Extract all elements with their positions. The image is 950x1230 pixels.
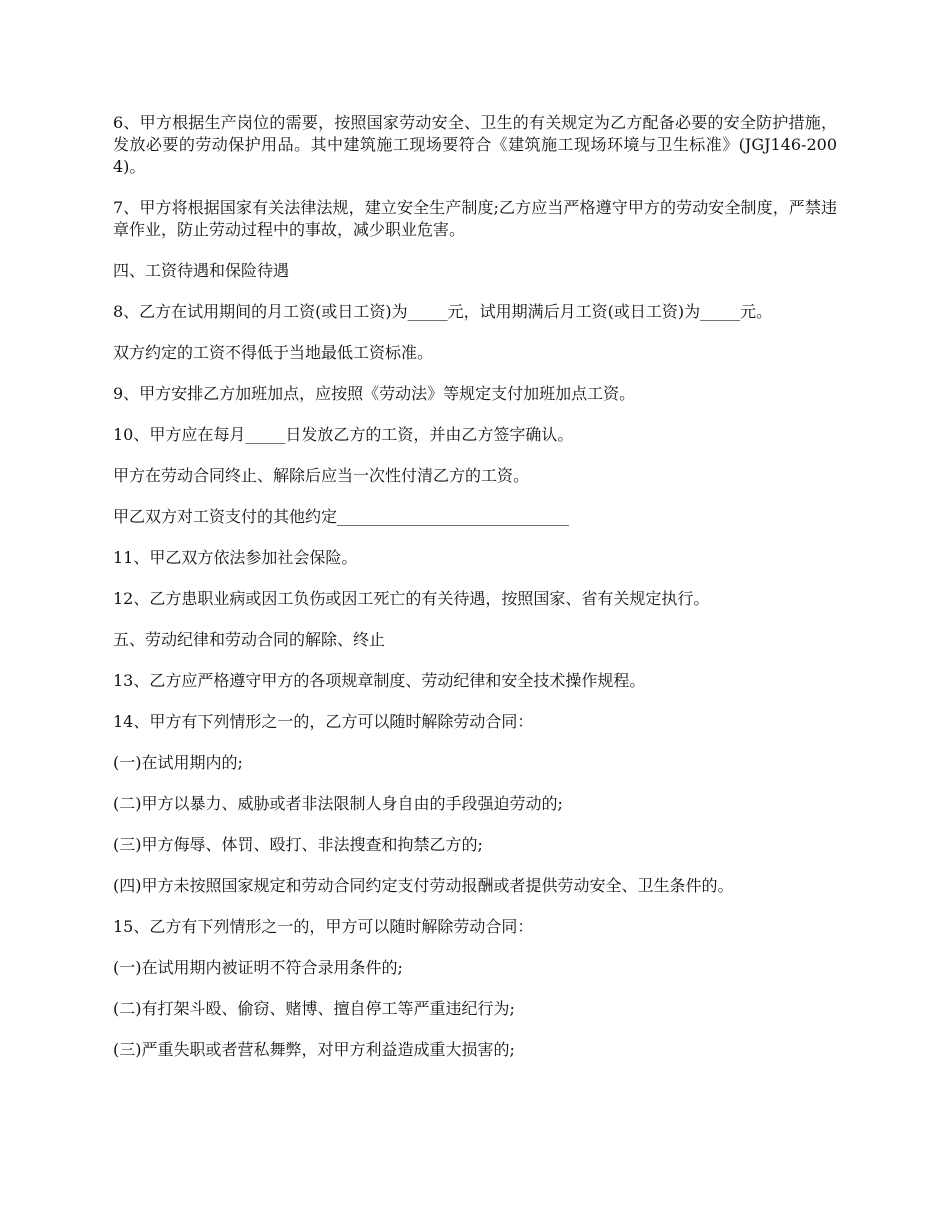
section-heading-wages: 四、工资待遇和保险待遇 (113, 261, 290, 280)
paragraph-12-work-injury: 12、乙方患职业病或因工负伤或因工死亡的有关待遇，按照国家、省有关规定执行。 (113, 589, 710, 608)
paragraph-7-safety-system: 7、甲方将根据国家有关法律法规，建立安全生产制度;乙方应当严格遵守甲方的劳动安全制度，严禁违章作业，防止劳动过程中的事故，减少职业危害。 (113, 198, 837, 239)
list-item-14-3: (三)甲方侮辱、体罚、殴打、非法搜查和拘禁乙方的; (113, 835, 483, 854)
paragraph-13-rules: 13、乙方应严格遵守甲方的各项规章制度、劳动纪律和安全技术操作规程。 (113, 671, 646, 690)
list-item-15-1: (一)在试用期内被证明不符合录用条件的; (113, 958, 403, 977)
paragraph-10-payday: 10、甲方应在每月_____日发放乙方的工资，并由乙方签字确认。 (113, 425, 574, 444)
list-item-15-3: (三)严重失职或者营私舞弊，对甲方利益造成重大损害的; (113, 1040, 515, 1059)
paragraph-minimum-wage: 双方约定的工资不得低于当地最低工资标准。 (113, 343, 434, 362)
paragraph-final-payment: 甲方在劳动合同终止、解除后应当一次性付清乙方的工资。 (113, 466, 530, 485)
list-item-15-2: (二)有打架斗殴、偷窃、赌博、擅自停工等严重违纪行为; (113, 999, 515, 1018)
list-item-14-1: (一)在试用期内的; (113, 753, 243, 772)
paragraph-9-overtime: 9、甲方安排乙方加班加点，应按照《劳动法》等规定支付加班加点工资。 (113, 384, 636, 403)
list-item-14-4: (四)甲方未按照国家规定和劳动合同约定支付劳动报酬或者提供劳动安全、卫生条件的。 (113, 876, 734, 895)
section-heading-discipline: 五、劳动纪律和劳动合同的解除、终止 (113, 630, 386, 649)
paragraph-8-probation-wage: 8、乙方在试用期间的月工资(或日工资)为_____元，试用期满后月工资(或日工资)为_____元。 (113, 302, 773, 321)
paragraph-15-employer-termination: 15、乙方有下列情形之一的，甲方可以随时解除劳动合同： (113, 917, 534, 936)
list-item-14-2: (二)甲方以暴力、威胁或者非法限制人身自由的手段强迫劳动的; (113, 794, 563, 813)
paragraph-11-social-insurance: 11、甲乙双方依法参加社会保险。 (113, 548, 358, 567)
paragraph-6-safety-measures: 6、甲方根据生产岗位的需要，按照国家劳动安全、卫生的有关规定为乙方配备必要的安全防护措施，发放必要的劳动保护用品。其中建筑施工现场要符合《建筑施工现场环境与卫生标准》(JGJ146-2004)。 (113, 113, 837, 176)
paragraph-14-employee-termination: 14、甲方有下列情形之一的，乙方可以随时解除劳动合同： (113, 712, 534, 731)
document-page (113, 112, 837, 1080)
paragraph-other-wage-terms: 甲乙双方对工资支付的其他约定_____________________________ (113, 507, 570, 526)
